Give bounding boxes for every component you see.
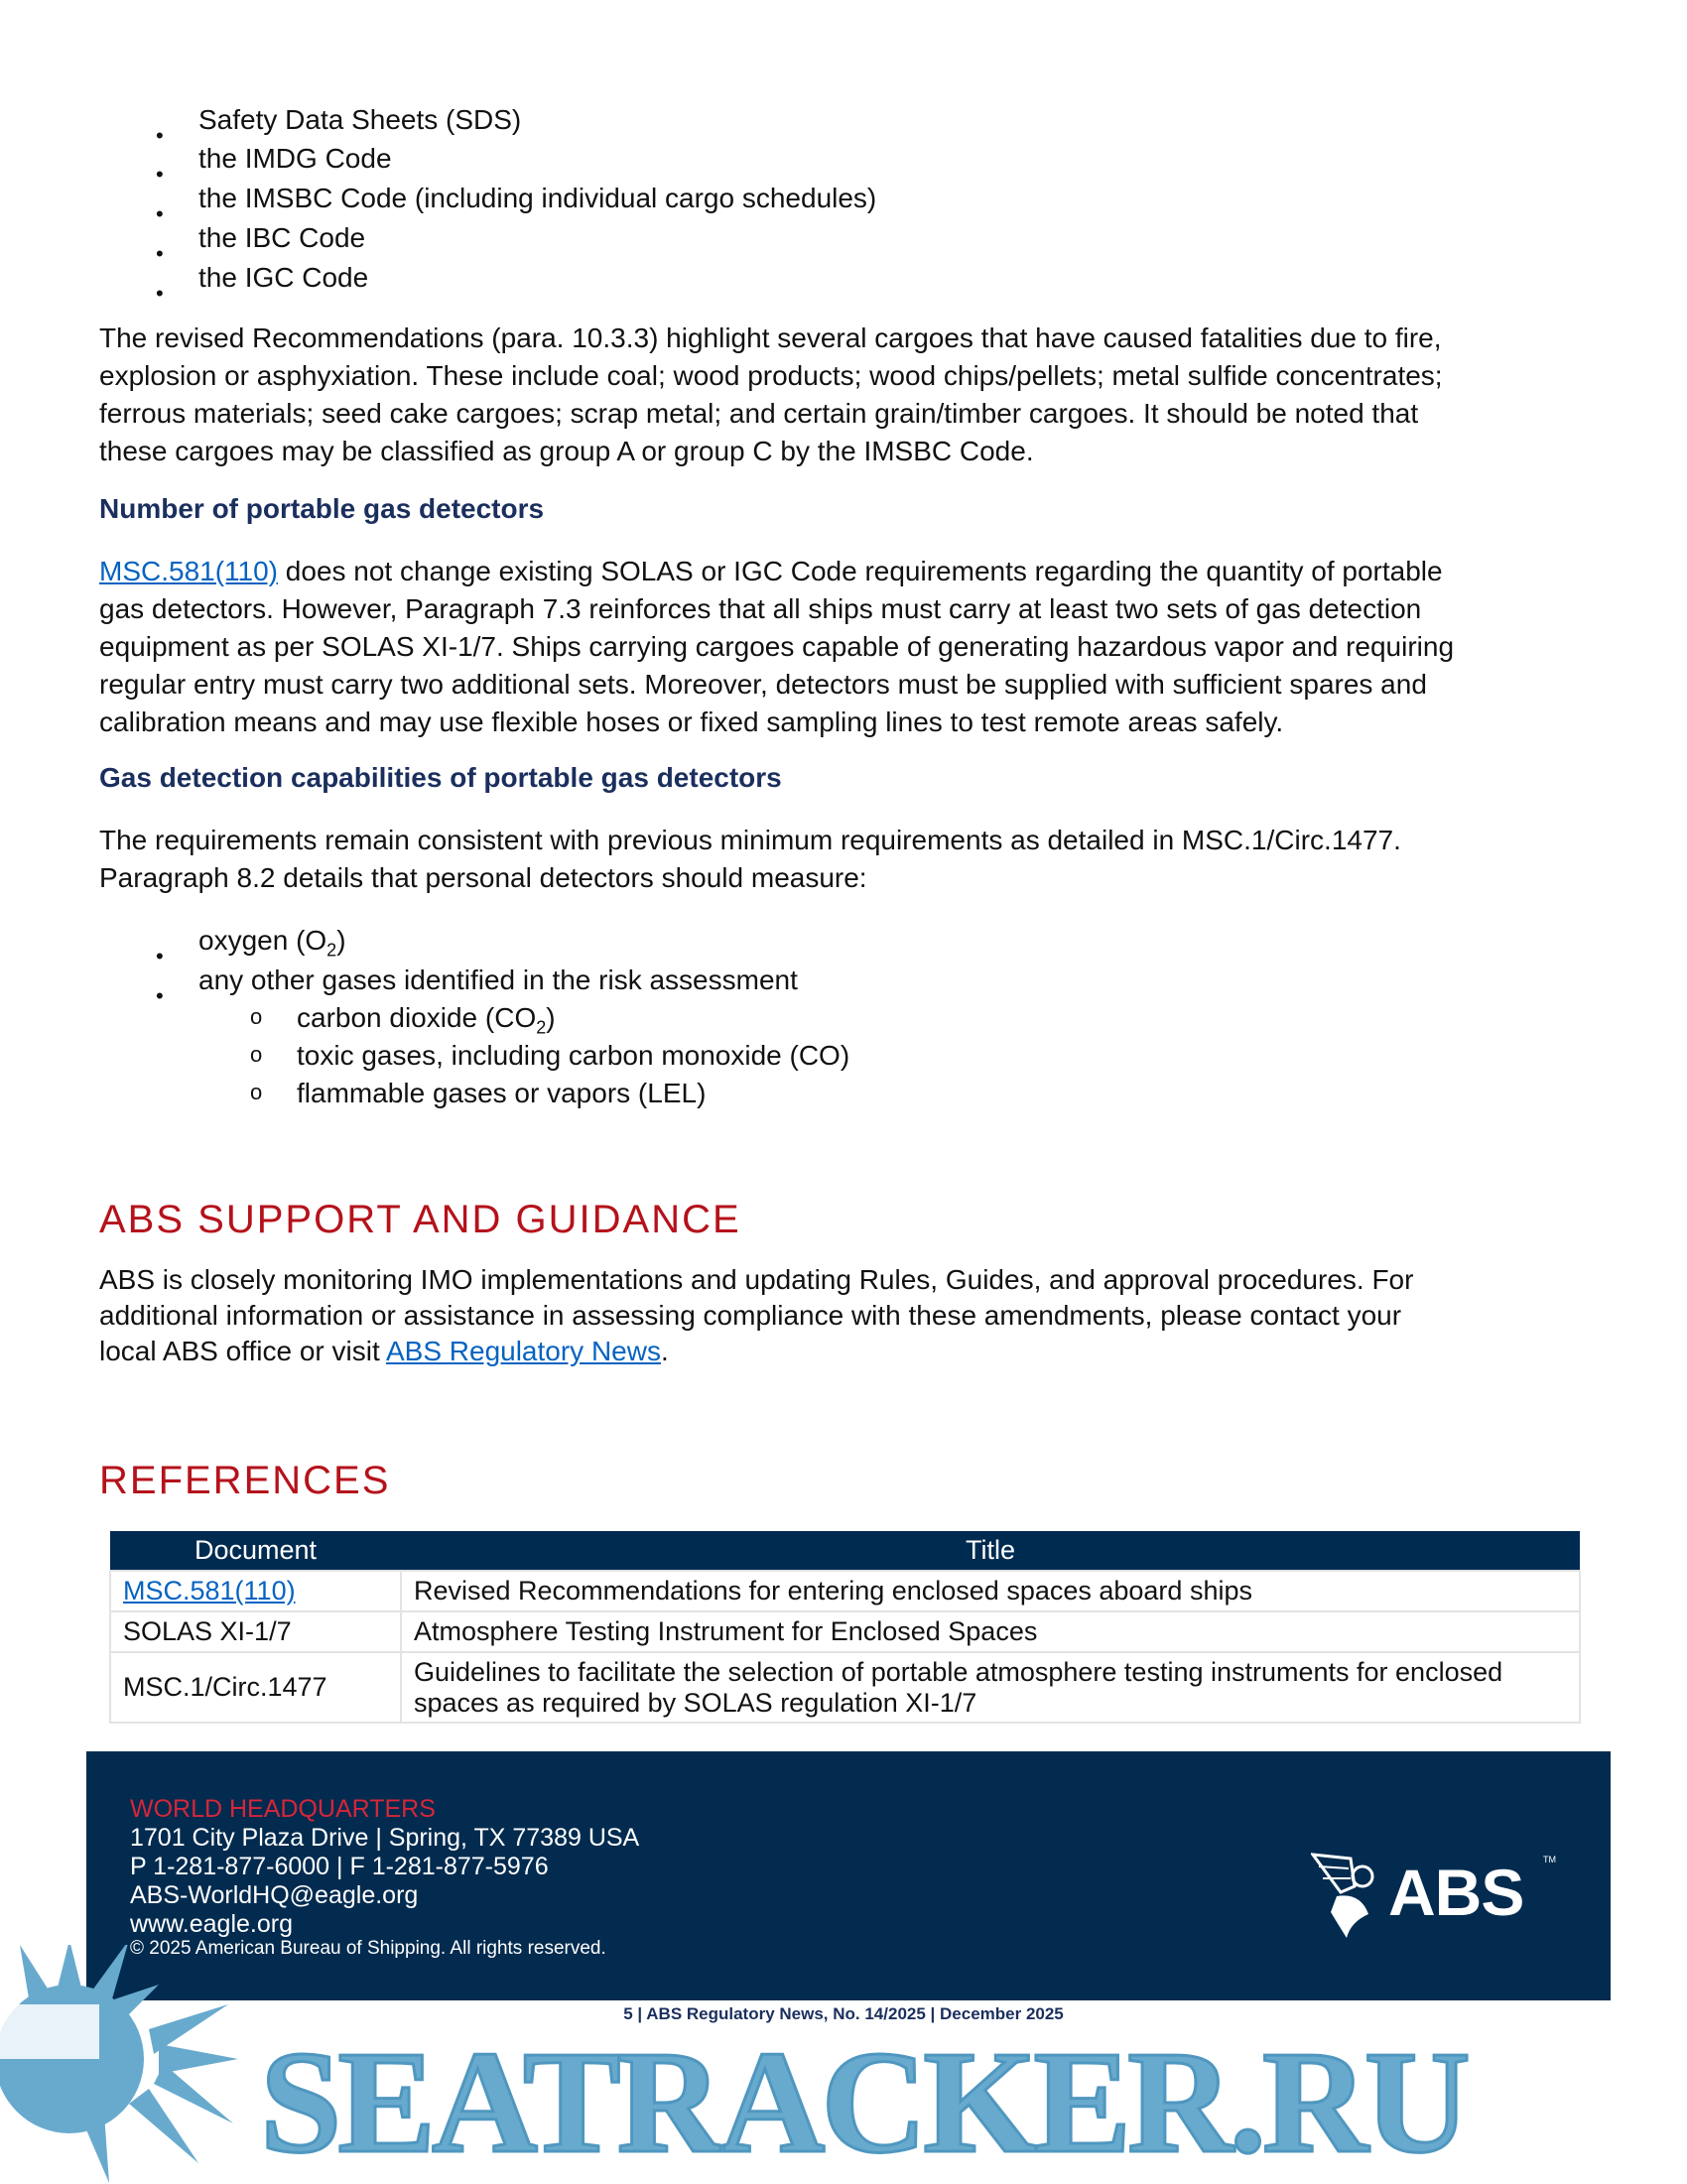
paragraph-requirements: [99, 822, 1401, 897]
abs-logo: ABS TM: [1311, 1853, 1559, 1942]
text-line: equipment as per SOLAS XI-1/7. Ships carrying cargoes capable of generating hazardous vapor and requiring: [99, 631, 1455, 662]
hq-label: WORLD HEADQUARTERS: [130, 1795, 436, 1823]
document-cell: MSC.1/Circ.1477: [110, 1652, 401, 1723]
text-line: regular entry must carry two additional sets. Moreover, detectors must be supplied with sufficient spares and: [99, 669, 1427, 700]
table-header: [110, 1531, 1580, 1571]
column-header-title: Title: [401, 1531, 1580, 1571]
list-item: flammable gases or vapors (LEL): [297, 1078, 707, 1108]
text-line: ABS is closely monitoring IMO implementations and updating Rules, Guides, and approval procedures. For: [99, 1264, 1414, 1295]
eagle-icon: [1311, 1853, 1390, 1942]
list-item: the IMDG Code: [198, 143, 392, 174]
bullet-icon: •: [156, 201, 164, 226]
address: 1701 City Plaza Drive | Spring, TX 77389 USA: [130, 1824, 640, 1852]
text-line: gas detectors. However, Paragraph 7.3 reinforces that all ships must carry at least two sets of gas detection: [99, 593, 1422, 624]
section-heading: Number of portable gas detectors: [99, 493, 545, 524]
list-item: Safety Data Sheets (SDS): [198, 104, 522, 135]
bullet-icon: •: [156, 162, 164, 187]
sub-bullet-icon: o: [250, 1004, 263, 1029]
document-cell: SOLAS XI-1/7: [110, 1611, 401, 1652]
references-table: [109, 1531, 1581, 1724]
list-item: the IGC Code: [198, 262, 369, 293]
sub-bullet-icon: o: [250, 1042, 263, 1067]
sub-bullet-icon: o: [250, 1080, 263, 1104]
bullet-icon: •: [156, 983, 164, 1008]
paragraph-detectors: [99, 553, 1454, 741]
text-line: The requirements remain consistent with previous minimum requirements as detailed in MSC.1/Circ.1477.: [99, 825, 1401, 855]
bullet-icon: •: [156, 123, 164, 148]
sunburst-watermark-icon: [0, 1945, 258, 2183]
title-cell: Atmosphere Testing Instrument for Enclosed Spaces: [401, 1611, 1580, 1652]
list-item: any other gases identified in the risk assessment: [198, 964, 798, 995]
text: local ABS office or visit: [99, 1336, 386, 1366]
paragraph-cargoes: [99, 320, 1443, 470]
text-line: explosion or asphyxiation. These include coal; wood products; wood chips/pellets; metal sulfide concentrates;: [99, 360, 1443, 391]
seatracker-watermark: SEATRACKER.RU: [260, 2021, 1467, 2184]
email-link[interactable]: ABS-WorldHQ@eagle.org: [130, 1881, 419, 1909]
phone: P 1-281-877-6000 | F 1-281-877-5976: [130, 1853, 549, 1880]
list-item-co2: carbon dioxide $(CO_2)$: [297, 1002, 556, 1038]
copyright: © 2025 American Bureau of Shipping. All rights reserved.: [130, 1938, 606, 1959]
footer-contact-panel: [86, 1751, 1611, 2000]
title-cell: Guidelines to facilitate the selection of portable atmosphere testing instruments for enclosed spaces as required by SOLAS regulation XI-1/7: [401, 1652, 1580, 1723]
text: .: [660, 1336, 669, 1366]
bullet-icon: •: [156, 281, 164, 306]
table-row: [110, 1611, 1580, 1652]
text: does not change existing SOLAS or IGC Code requirements regarding the quantity of portable: [278, 556, 1443, 586]
bullet-icon: •: [156, 241, 164, 266]
references-heading: REFERENCES: [99, 1459, 391, 1502]
text-line: additional information or assistance in assessing compliance with these amendments, please contact your: [99, 1300, 1402, 1331]
text-line: calibration means and may use flexible hoses or fixed sampling lines to test remote areas safely.: [99, 707, 1284, 737]
text-line: Paragraph 8.2 details that personal detectors should measure:: [99, 862, 867, 893]
column-header-document: Document: [110, 1531, 401, 1571]
page-footer: 5 | ABS Regulatory News, No. 14/2025 | December 2025: [623, 2004, 1064, 2023]
msc-581-link[interactable]: MSC.581(110): [99, 556, 279, 586]
abs-regulatory-news-link[interactable]: ABS Regulatory News: [385, 1336, 661, 1366]
document-link[interactable]: MSC.581(110): [123, 1576, 296, 1606]
table-row: [110, 1571, 1580, 1611]
support-heading: ABS SUPPORT AND GUIDANCE: [99, 1198, 741, 1241]
text-line: The revised Recommendations (para. 10.3.3) highlight several cargoes that have caused fatalities due to fire,: [99, 322, 1442, 353]
list-item: the IMSBC Code (including individual cargo schedules): [198, 183, 877, 213]
list-item: toxic gases, including carbon monoxide (CO): [297, 1040, 850, 1071]
section-heading: Gas detection capabilities of portable gas detectors: [99, 762, 782, 793]
text-line: ferrous materials; seed cake cargoes; scrap metal; and certain grain/timber cargoes. It should be noted that: [99, 398, 1419, 429]
list-item: the IBC Code: [198, 222, 366, 253]
list-item-oxygen: oxygen $(O_2)$: [198, 925, 346, 961]
table-row: [110, 1652, 1580, 1723]
title-cell: Revised Recommendations for entering enclosed spaces aboard ships: [401, 1571, 1580, 1611]
support-paragraph: [99, 1262, 1413, 1369]
website-link[interactable]: www.eagle.org: [130, 1910, 293, 1938]
bullet-icon: •: [156, 944, 164, 968]
text-line: these cargoes may be classified as group A or group C by the IMSBC Code.: [99, 436, 1034, 466]
